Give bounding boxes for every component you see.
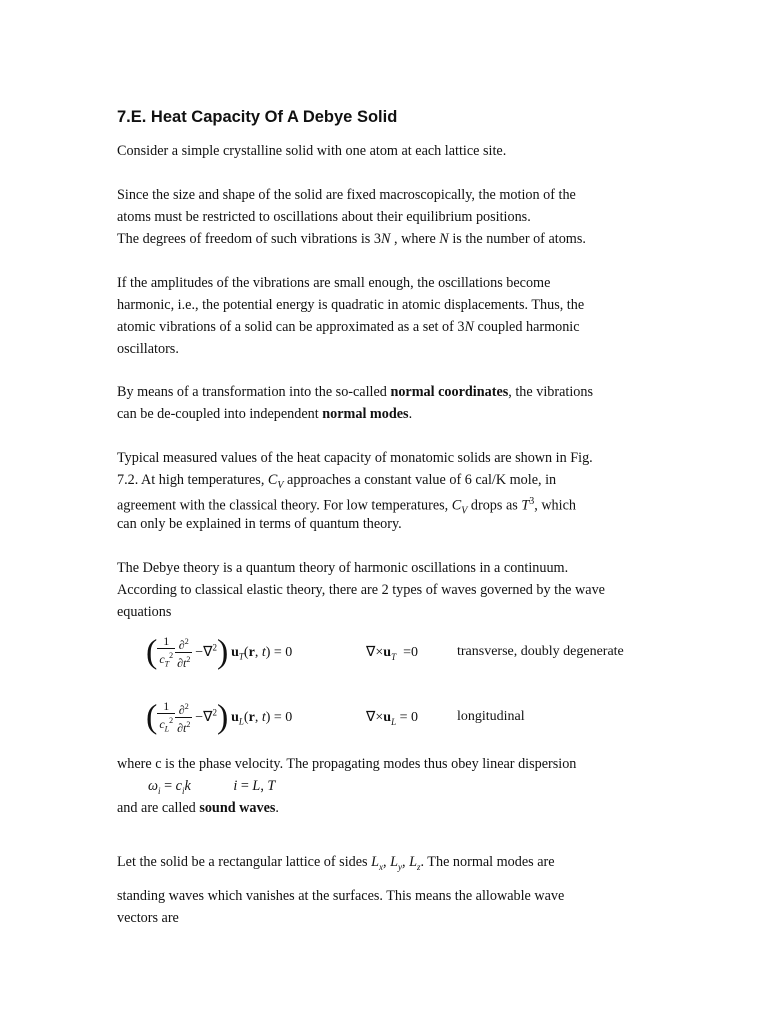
paragraph-line: By means of a transformation into the so-called normal coordinates, the vibrations [117, 384, 593, 400]
paragraph-line: agreement with the classical theory. For low temperatures, $C_V$ drops as $T^3$, which [117, 496, 576, 517]
paragraph-line: The Debye theory is a quantum theory of harmonic oscillations in a continuum. [117, 560, 569, 576]
paragraph-line: can only be explained in terms of quantum theory. [117, 516, 402, 532]
paragraph-line: 7.2. At high temperatures, $C_V$ approaches a constant value of 6 cal/K mole, in [117, 472, 557, 491]
paragraph-line: and are called sound waves. [117, 800, 279, 816]
equation-image: ( $\frac{1}{c_T^2}$ $\frac{\partial^2}{\partial t^2}$ −∇$^2$) $u_T(r$, t) = 0 [146, 633, 293, 671]
wave-equation-transverse [146, 632, 666, 676]
paragraph-line: where c is the phase velocity. The propagating modes thus obey linear dispersion [117, 756, 577, 772]
paragraph-line: Since the size and shape of the solid are fixed macroscopically, the motion of the [117, 187, 576, 203]
paragraph-line: harmonic, i.e., the potential energy is quadratic in atomic displacements. Thus, the [117, 297, 585, 313]
dispersion-equation: $\omega_i = c_ik$ i = L, T [148, 778, 276, 796]
paragraph-line: Typical measured values of the heat capacity of monatomic solids are shown in Fig. [117, 450, 593, 466]
paragraph-line: According to classical elastic theory, there are 2 types of waves governed by the wave [117, 582, 605, 598]
section-heading: 7.E. Heat Capacity Of A Debye Solid [117, 108, 398, 126]
paragraph-line: equations [117, 604, 172, 620]
lattice-sides-math: $L_x$, $L_y$, $L_z$ [371, 854, 421, 872]
equation-description: transverse, doubly degenerate [457, 644, 624, 659]
paragraph-line: vectors are [117, 910, 179, 926]
equation-image: ( $\frac{1}{c_L^2}$ $\frac{\partial^2}{\partial t^2}$ −∇$^2$) $u_L(r$, t) = 0 [146, 698, 293, 736]
paragraph-line: If the amplitudes of the vibrations are small enough, the oscillations become [117, 275, 551, 291]
wave-equation-longitudinal [146, 697, 666, 741]
paragraph-line: Let the solid be a rectangular lattice of sides $L_x$, $L_y$, $L_z$. The normal modes are [117, 854, 555, 872]
paragraph-line: standing waves which vanishes at the surfaces. This means the allowable wave [117, 888, 565, 904]
paragraph-line: oscillators. [117, 341, 179, 357]
paragraph-line: The degrees of freedom of such vibrations is 3N , where N is the number of atoms. [117, 231, 586, 247]
curl-condition: $\nabla\times u_L = 0$ [366, 710, 418, 727]
curl-condition: $\nabla\times u_T =0$ [366, 645, 418, 662]
paragraph-line: can be de-coupled into independent normal modes. [117, 406, 413, 422]
paragraph-line: atoms must be restricted to oscillations about their equilibrium positions. [117, 209, 531, 225]
paragraph-intro: Consider a simple crystalline solid with one atom at each lattice site. [117, 143, 507, 159]
paragraph-line: atomic vibrations of a solid can be approximated as a set of 3N coupled harmonic [117, 319, 580, 335]
equation-description: longitudinal [457, 709, 525, 724]
